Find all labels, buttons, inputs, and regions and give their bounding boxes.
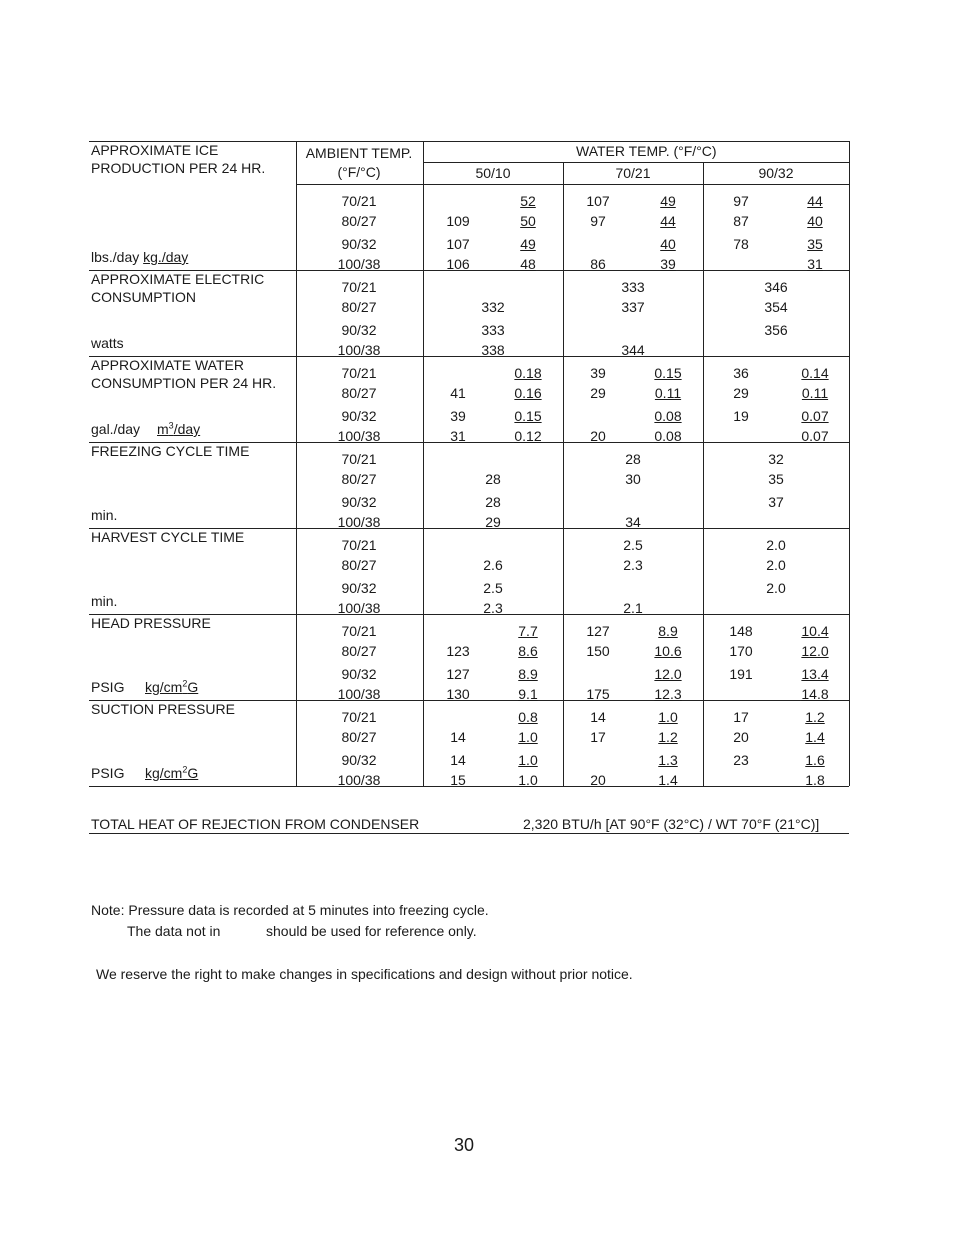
section-label: FREEZING CYCLE TIME bbox=[91, 443, 250, 459]
data-cell-metric: 48 bbox=[520, 256, 536, 272]
table-right-edge bbox=[849, 141, 850, 786]
ambient-row-label: 70/21 bbox=[341, 709, 377, 725]
data-cell-metric: 7.7 bbox=[518, 623, 538, 639]
data-cell-metric: 0.8 bbox=[518, 709, 538, 725]
data-cell: 333 bbox=[621, 279, 645, 295]
data-cell-imperial: 17 bbox=[590, 729, 606, 745]
data-cell-metric: 44 bbox=[807, 193, 823, 209]
data-cell: 338 bbox=[481, 342, 505, 358]
ambient-temp-unit: (°F/°C) bbox=[337, 164, 381, 180]
data-cell-metric: 1.0 bbox=[518, 772, 538, 788]
data-cell-imperial: 86 bbox=[590, 256, 606, 272]
data-cell-metric: 49 bbox=[660, 193, 676, 209]
data-cell-metric: 0.11 bbox=[654, 385, 682, 401]
water-temp-header: WATER TEMP. (°F/°C) bbox=[576, 143, 717, 159]
ambient-row-label: 70/21 bbox=[341, 537, 377, 553]
section-unit: PSIG bbox=[91, 765, 125, 781]
ambient-row-label: 100/38 bbox=[337, 686, 381, 702]
note-reference-part1: The data not in bbox=[127, 923, 221, 939]
header-bottom-rule bbox=[296, 184, 849, 185]
data-cell-imperial: 97 bbox=[733, 193, 749, 209]
data-cell-imperial: 130 bbox=[446, 686, 470, 702]
section-unit-metric: $m^3$/day bbox=[157, 420, 201, 437]
data-cell-metric: 1.6 bbox=[805, 752, 825, 768]
data-cell-imperial: 31 bbox=[450, 428, 466, 444]
data-cell-imperial: 39 bbox=[590, 365, 606, 381]
data-cell-metric: 0.18 bbox=[514, 365, 542, 381]
data-cell-metric: 44 bbox=[660, 213, 676, 229]
water-temp-col-2: 90/32 bbox=[758, 165, 794, 181]
section-unit: min. bbox=[91, 507, 118, 523]
data-cell-metric: 35 bbox=[807, 236, 823, 252]
data-cell-metric: 50 bbox=[520, 213, 536, 229]
section-label: CONSUMPTION bbox=[91, 289, 196, 305]
data-cell-imperial: 106 bbox=[446, 256, 470, 272]
data-cell-imperial: 109 bbox=[446, 213, 470, 229]
data-cell-imperial: 14 bbox=[450, 752, 466, 768]
data-cell-imperial: 15 bbox=[450, 772, 466, 788]
data-cell-imperial: 20 bbox=[590, 428, 606, 444]
data-cell-imperial: 29 bbox=[590, 385, 606, 401]
data-cell-metric: 0.16 bbox=[514, 385, 542, 401]
unit-metric: kg./day bbox=[143, 249, 189, 265]
data-cell-metric: 10.6 bbox=[654, 643, 682, 659]
water-col-divider bbox=[563, 162, 564, 786]
ambient-row-label: 90/32 bbox=[341, 236, 377, 252]
data-cell-metric: 10.4 bbox=[801, 623, 829, 639]
data-cell-imperial: 107 bbox=[446, 236, 470, 252]
data-cell-metric: 1.0 bbox=[518, 729, 538, 745]
data-cell: 2.6 bbox=[483, 557, 503, 573]
page-number: 30 bbox=[454, 1135, 475, 1155]
data-cell: 30 bbox=[625, 471, 641, 487]
ambient-row-label: 100/38 bbox=[337, 256, 381, 272]
ambient-row-label: 90/32 bbox=[341, 494, 377, 510]
data-cell-imperial: 107 bbox=[586, 193, 610, 209]
ambient-row-label: 90/32 bbox=[341, 666, 377, 682]
section-label: HEAD PRESSURE bbox=[91, 615, 211, 631]
section-label: APPROXIMATE ELECTRIC bbox=[91, 271, 265, 287]
data-cell-metric: 0.14 bbox=[801, 365, 829, 381]
data-cell-metric: 49 bbox=[520, 236, 536, 252]
data-cell: 2.0 bbox=[766, 557, 786, 573]
data-cell: 333 bbox=[481, 322, 505, 338]
data-cell-imperial: 170 bbox=[729, 643, 753, 659]
section-unit-metric: $kg/cm^2G$ bbox=[145, 678, 199, 695]
data-cell-imperial: 14 bbox=[450, 729, 466, 745]
ambient-row-label: 70/21 bbox=[341, 193, 377, 209]
data-cell-imperial: 191 bbox=[729, 666, 753, 682]
data-cell: 2.1 bbox=[623, 600, 643, 616]
note-pressure: Note: Pressure data is recorded at 5 minutes into freezing cycle. bbox=[91, 902, 489, 918]
data-cell-imperial: 175 bbox=[586, 686, 610, 702]
data-cell-imperial: 150 bbox=[586, 643, 610, 659]
ambient-row-label: 100/38 bbox=[337, 514, 381, 530]
data-cell-metric: 39 bbox=[660, 256, 676, 272]
data-cell-metric: 0.15 bbox=[654, 365, 682, 381]
data-cell: 2.5 bbox=[483, 580, 503, 596]
data-cell-imperial: 41 bbox=[450, 385, 466, 401]
data-cell-metric: 40 bbox=[660, 236, 676, 252]
data-cell: 28 bbox=[485, 471, 501, 487]
ambient-row-label: 80/27 bbox=[341, 471, 377, 487]
data-cell: 2.3 bbox=[483, 600, 503, 616]
data-cell-metric: 52 bbox=[520, 193, 536, 209]
data-cell-metric: 12.3 bbox=[654, 686, 682, 702]
data-cell-imperial: 87 bbox=[733, 213, 749, 229]
data-cell-metric: 1.0 bbox=[658, 709, 678, 725]
data-cell-imperial: 20 bbox=[590, 772, 606, 788]
ambient-row-label: 80/27 bbox=[341, 729, 377, 745]
section-unit: PSIG bbox=[91, 679, 125, 695]
ambient-row-label: 90/32 bbox=[341, 322, 377, 338]
data-cell-imperial: 36 bbox=[733, 365, 749, 381]
ambient-row-label: 70/21 bbox=[341, 365, 377, 381]
data-cell: 35 bbox=[768, 471, 784, 487]
heat-rejection-rule bbox=[89, 833, 849, 834]
data-cell: 28 bbox=[485, 494, 501, 510]
heat-rejection-label: TOTAL HEAT OF REJECTION FROM CONDENSER bbox=[91, 816, 420, 832]
data-cell-metric: 1.2 bbox=[805, 709, 825, 725]
ambient-row-label: 80/27 bbox=[341, 557, 377, 573]
data-cell: 344 bbox=[621, 342, 645, 358]
ambient-row-label: 100/38 bbox=[337, 428, 381, 444]
data-cell-metric: 1.3 bbox=[658, 752, 678, 768]
section-unit: watts bbox=[91, 335, 124, 351]
section-unit: lbs./day kg./day bbox=[91, 249, 189, 265]
data-cell-metric: 0.07 bbox=[801, 408, 829, 424]
ambient-row-label: 100/38 bbox=[337, 342, 381, 358]
section-label: PRODUCTION PER 24 HR. bbox=[91, 160, 266, 176]
data-cell-imperial: 29 bbox=[733, 385, 749, 401]
ambient-row-label: 100/38 bbox=[337, 772, 381, 788]
data-cell-imperial: 19 bbox=[733, 408, 749, 424]
data-cell-metric: 9.1 bbox=[518, 686, 538, 702]
data-cell-imperial: 17 bbox=[733, 709, 749, 725]
section-unit: gal./day bbox=[91, 421, 141, 437]
data-cell-metric: 31 bbox=[807, 256, 823, 272]
water-temp-col-0: 50/10 bbox=[475, 165, 511, 181]
data-cell-imperial: 123 bbox=[446, 643, 470, 659]
data-cell: 337 bbox=[621, 299, 645, 315]
data-cell: 354 bbox=[764, 299, 788, 315]
data-cell-metric: 14.8 bbox=[801, 686, 829, 702]
data-cell-metric: 1.2 bbox=[658, 729, 678, 745]
data-cell: 32 bbox=[768, 451, 784, 467]
data-cell-metric: 0.15 bbox=[514, 408, 542, 424]
ambient-row-label: 80/27 bbox=[341, 213, 377, 229]
data-cell-metric: 1.8 bbox=[805, 772, 825, 788]
heat-rejection-value: 2,320 BTU/h [AT 90°F (32°C) / WT 70°F (21°C)] bbox=[523, 816, 820, 832]
data-cell-imperial: 148 bbox=[729, 623, 753, 639]
data-cell: 2.3 bbox=[623, 557, 643, 573]
data-cell-imperial: 97 bbox=[590, 213, 606, 229]
ambient-row-label: 80/27 bbox=[341, 299, 377, 315]
data-cell-metric: 1.4 bbox=[805, 729, 825, 745]
data-cell-metric: 12.0 bbox=[801, 643, 829, 659]
data-cell: 37 bbox=[768, 494, 784, 510]
data-cell-metric: 12.0 bbox=[654, 666, 682, 682]
data-cell: 2.5 bbox=[623, 537, 643, 553]
data-cell-imperial: 14 bbox=[590, 709, 606, 725]
section-label: SUCTION PRESSURE bbox=[91, 701, 235, 717]
ambient-row-label: 90/32 bbox=[341, 580, 377, 596]
section-label: HARVEST CYCLE TIME bbox=[91, 529, 245, 545]
water-col-divider bbox=[703, 162, 704, 786]
ambient-row-label: 70/21 bbox=[341, 451, 377, 467]
data-cell-metric: 0.08 bbox=[654, 408, 682, 424]
ambient-row-label: 70/21 bbox=[341, 279, 377, 295]
section-label: CONSUMPTION PER 24 HR. bbox=[91, 375, 277, 391]
section-unit-metric: $kg/cm^2G$ bbox=[145, 764, 199, 781]
data-cell-imperial: 78 bbox=[733, 236, 749, 252]
data-cell-metric: 1.0 bbox=[518, 752, 538, 768]
data-cell-imperial: 39 bbox=[450, 408, 466, 424]
ambient-row-label: 100/38 bbox=[337, 600, 381, 616]
data-cell: 346 bbox=[764, 279, 788, 295]
data-cell: 2.0 bbox=[766, 580, 786, 596]
water-temp-col-1: 70/21 bbox=[615, 165, 651, 181]
data-cell-metric: 13.4 bbox=[801, 666, 829, 682]
data-cell-metric: 8.9 bbox=[518, 666, 538, 682]
ambient-row-label: 80/27 bbox=[341, 385, 377, 401]
ambient-row-label: 80/27 bbox=[341, 643, 377, 659]
water-temp-rule bbox=[423, 162, 849, 163]
data-cell: 332 bbox=[481, 299, 505, 315]
data-cell-imperial: 127 bbox=[586, 623, 610, 639]
data-cell: 29 bbox=[485, 514, 501, 530]
data-cell-metric: 0.12 bbox=[514, 428, 542, 444]
ambient-col-divider bbox=[423, 141, 424, 786]
data-cell: 356 bbox=[764, 322, 788, 338]
data-cell-metric: 40 bbox=[807, 213, 823, 229]
data-cell: 34 bbox=[625, 514, 641, 530]
data-cell-metric: 8.6 bbox=[518, 643, 538, 659]
section-unit: min. bbox=[91, 593, 118, 609]
note-reserve-rights: We reserve the right to make changes in specifications and design without prior notice. bbox=[96, 966, 633, 982]
section-label: APPROXIMATE WATER bbox=[91, 357, 244, 373]
data-cell-metric: 0.11 bbox=[801, 385, 829, 401]
data-cell-metric: 0.08 bbox=[654, 428, 682, 444]
data-cell-imperial: 23 bbox=[733, 752, 749, 768]
note-reference-part2: should be used for reference only. bbox=[266, 923, 477, 939]
data-cell-metric: 8.9 bbox=[658, 623, 678, 639]
data-cell-imperial: 20 bbox=[733, 729, 749, 745]
ambient-row-label: 90/32 bbox=[341, 752, 377, 768]
ambient-row-label: 90/32 bbox=[341, 408, 377, 424]
data-cell-metric: 0.07 bbox=[801, 428, 829, 444]
data-cell-imperial: 127 bbox=[446, 666, 470, 682]
data-cell: 28 bbox=[625, 451, 641, 467]
ambient-temp-header: AMBIENT TEMP. bbox=[305, 145, 413, 161]
label-col-divider bbox=[296, 141, 297, 786]
ambient-row-label: 70/21 bbox=[341, 623, 377, 639]
data-cell: 2.0 bbox=[766, 537, 786, 553]
data-cell-metric: 1.4 bbox=[658, 772, 678, 788]
section-label: APPROXIMATE ICE bbox=[91, 142, 219, 158]
